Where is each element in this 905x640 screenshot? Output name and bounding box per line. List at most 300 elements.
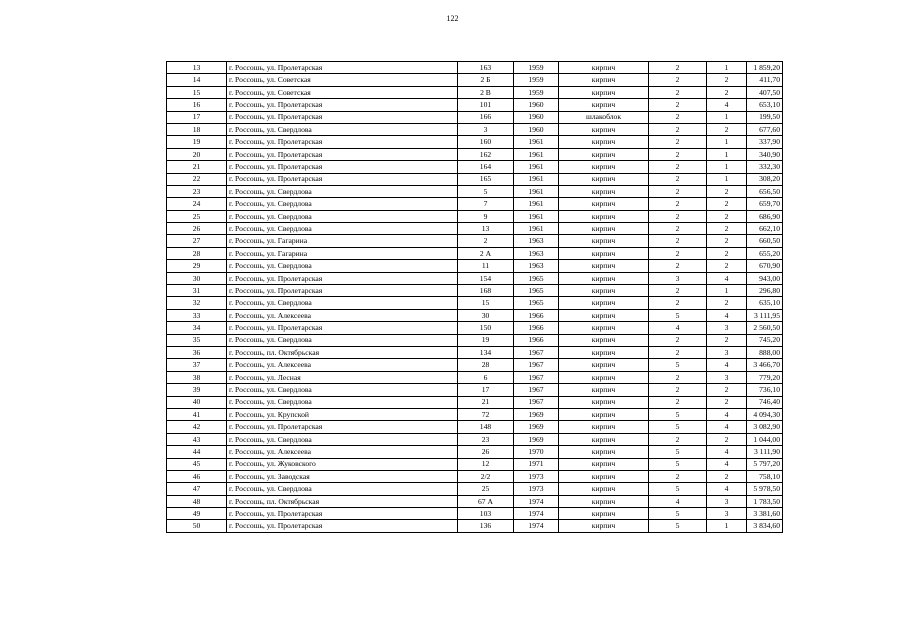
entrances-cell: 4 — [707, 421, 747, 433]
wall-material-cell: кирпич — [559, 483, 649, 495]
house-number-cell: 7 — [458, 198, 514, 210]
house-number-cell: 28 — [458, 359, 514, 371]
area-cell: 1 044,00 — [747, 433, 783, 445]
wall-material-cell: кирпич — [559, 359, 649, 371]
address-cell: г. Россошь, ул. Свердлова — [227, 384, 458, 396]
house-number-cell: 165 — [458, 173, 514, 185]
floors-cell: 5 — [649, 446, 707, 458]
floors-cell: 2 — [649, 260, 707, 272]
house-number-cell: 12 — [458, 458, 514, 470]
floors-cell: 3 — [649, 272, 707, 284]
wall-material-cell: кирпич — [559, 161, 649, 173]
year-built-cell: 1965 — [514, 297, 559, 309]
row-number-cell: 47 — [167, 483, 227, 495]
address-cell: г. Россошь, ул. Свердлова — [227, 297, 458, 309]
floors-cell: 2 — [649, 86, 707, 98]
table-row — [167, 210, 783, 222]
area-cell: 3 082,90 — [747, 421, 783, 433]
entrances-cell: 1 — [707, 173, 747, 185]
table-row — [167, 260, 783, 272]
table-row — [167, 371, 783, 383]
year-built-cell: 1960 — [514, 111, 559, 123]
table-row — [167, 421, 783, 433]
floors-cell: 2 — [649, 111, 707, 123]
wall-material-cell: кирпич — [559, 495, 649, 507]
area-cell: 659,70 — [747, 198, 783, 210]
entrances-cell: 2 — [707, 210, 747, 222]
row-number-cell: 17 — [167, 111, 227, 123]
row-number-cell: 37 — [167, 359, 227, 371]
entrances-cell: 2 — [707, 384, 747, 396]
entrances-cell: 2 — [707, 198, 747, 210]
table-row — [167, 470, 783, 482]
area-cell: 758,10 — [747, 470, 783, 482]
floors-cell: 5 — [649, 421, 707, 433]
area-cell: 660,50 — [747, 235, 783, 247]
house-number-cell: 11 — [458, 260, 514, 272]
wall-material-cell: кирпич — [559, 62, 649, 74]
year-built-cell: 1963 — [514, 235, 559, 247]
area-cell: 340,90 — [747, 148, 783, 160]
entrances-cell: 3 — [707, 371, 747, 383]
wall-material-cell: кирпич — [559, 235, 649, 247]
entrances-cell: 4 — [707, 408, 747, 420]
address-cell: г. Россошь, ул. Пролетарская — [227, 508, 458, 520]
area-cell: 407,50 — [747, 86, 783, 98]
house-number-cell: 5 — [458, 185, 514, 197]
entrances-cell: 2 — [707, 297, 747, 309]
wall-material-cell: кирпич — [559, 396, 649, 408]
address-cell: г. Россошь, ул. Пролетарская — [227, 520, 458, 532]
year-built-cell: 1961 — [514, 136, 559, 148]
area-cell: 779,20 — [747, 371, 783, 383]
entrances-cell: 1 — [707, 148, 747, 160]
floors-cell: 2 — [649, 384, 707, 396]
row-number-cell: 16 — [167, 99, 227, 111]
wall-material-cell: кирпич — [559, 285, 649, 297]
year-built-cell: 1961 — [514, 148, 559, 160]
area-cell: 943,00 — [747, 272, 783, 284]
wall-material-cell: кирпич — [559, 458, 649, 470]
year-built-cell: 1969 — [514, 408, 559, 420]
house-number-cell: 2 — [458, 235, 514, 247]
table-row — [167, 148, 783, 160]
year-built-cell: 1961 — [514, 161, 559, 173]
row-number-cell: 24 — [167, 198, 227, 210]
table-row — [167, 272, 783, 284]
table-row — [167, 322, 783, 334]
year-built-cell: 1959 — [514, 62, 559, 74]
entrances-cell: 2 — [707, 396, 747, 408]
floors-cell: 2 — [649, 285, 707, 297]
wall-material-cell: кирпич — [559, 322, 649, 334]
wall-material-cell: кирпич — [559, 433, 649, 445]
row-number-cell: 36 — [167, 346, 227, 358]
floors-cell: 5 — [649, 309, 707, 321]
year-built-cell: 1965 — [514, 272, 559, 284]
year-built-cell: 1967 — [514, 384, 559, 396]
year-built-cell: 1969 — [514, 421, 559, 433]
house-number-cell: 72 — [458, 408, 514, 420]
year-built-cell: 1961 — [514, 198, 559, 210]
row-number-cell: 31 — [167, 285, 227, 297]
floors-cell: 2 — [649, 235, 707, 247]
address-cell: г. Россошь, ул. Свердлова — [227, 260, 458, 272]
floors-cell: 2 — [649, 297, 707, 309]
year-built-cell: 1960 — [514, 123, 559, 135]
table-row — [167, 198, 783, 210]
floors-cell: 2 — [649, 396, 707, 408]
table-row — [167, 285, 783, 297]
house-number-cell: 160 — [458, 136, 514, 148]
address-cell: г. Россошь, ул. Алексеева — [227, 446, 458, 458]
row-number-cell: 23 — [167, 185, 227, 197]
address-cell: г. Россошь, ул. Свердлова — [227, 334, 458, 346]
address-cell: г. Россошь, ул. Свердлова — [227, 185, 458, 197]
entrances-cell: 1 — [707, 62, 747, 74]
area-cell: 655,20 — [747, 247, 783, 259]
entrances-cell: 4 — [707, 483, 747, 495]
table-row — [167, 446, 783, 458]
wall-material-cell: кирпич — [559, 384, 649, 396]
house-number-cell: 3 — [458, 123, 514, 135]
house-number-cell: 13 — [458, 223, 514, 235]
wall-material-cell: кирпич — [559, 148, 649, 160]
year-built-cell: 1961 — [514, 185, 559, 197]
year-built-cell: 1973 — [514, 470, 559, 482]
row-number-cell: 26 — [167, 223, 227, 235]
floors-cell: 2 — [649, 136, 707, 148]
table-row — [167, 508, 783, 520]
house-number-cell: 67 А — [458, 495, 514, 507]
address-cell: г. Россошь, ул. Жуковского — [227, 458, 458, 470]
row-number-cell: 29 — [167, 260, 227, 272]
floors-cell: 5 — [649, 359, 707, 371]
house-number-cell: 162 — [458, 148, 514, 160]
address-cell: г. Россошь, ул. Пролетарская — [227, 272, 458, 284]
house-number-cell: 30 — [458, 309, 514, 321]
table-row — [167, 247, 783, 259]
row-number-cell: 40 — [167, 396, 227, 408]
address-cell: г. Россошь, ул. Крупской — [227, 408, 458, 420]
house-number-cell: 19 — [458, 334, 514, 346]
row-number-cell: 39 — [167, 384, 227, 396]
table-row — [167, 173, 783, 185]
row-number-cell: 21 — [167, 161, 227, 173]
area-cell: 199,50 — [747, 111, 783, 123]
address-cell: г. Россошь, ул. Свердлова — [227, 433, 458, 445]
area-cell: 2 560,50 — [747, 322, 783, 334]
floors-cell: 5 — [649, 483, 707, 495]
address-cell: г. Россошь, ул. Свердлова — [227, 198, 458, 210]
address-cell: г. Россошь, ул. Заводская — [227, 470, 458, 482]
entrances-cell: 1 — [707, 520, 747, 532]
floors-cell: 2 — [649, 334, 707, 346]
year-built-cell: 1963 — [514, 247, 559, 259]
house-number-cell: 154 — [458, 272, 514, 284]
wall-material-cell: кирпич — [559, 508, 649, 520]
year-built-cell: 1959 — [514, 74, 559, 86]
wall-material-cell: кирпич — [559, 260, 649, 272]
house-number-cell: 9 — [458, 210, 514, 222]
entrances-cell: 2 — [707, 433, 747, 445]
wall-material-cell: кирпич — [559, 223, 649, 235]
area-cell: 662,10 — [747, 223, 783, 235]
row-number-cell: 20 — [167, 148, 227, 160]
wall-material-cell: кирпич — [559, 99, 649, 111]
wall-material-cell: кирпич — [559, 346, 649, 358]
entrances-cell: 2 — [707, 235, 747, 247]
floors-cell: 2 — [649, 346, 707, 358]
row-number-cell: 22 — [167, 173, 227, 185]
floors-cell: 2 — [649, 161, 707, 173]
table-row — [167, 396, 783, 408]
wall-material-cell: кирпич — [559, 247, 649, 259]
wall-material-cell: кирпич — [559, 470, 649, 482]
floors-cell: 4 — [649, 495, 707, 507]
entrances-cell: 2 — [707, 334, 747, 346]
entrances-cell: 2 — [707, 260, 747, 272]
row-number-cell: 27 — [167, 235, 227, 247]
row-number-cell: 41 — [167, 408, 227, 420]
address-cell: г. Россошь, ул. Пролетарская — [227, 62, 458, 74]
table-row — [167, 123, 783, 135]
table-row — [167, 223, 783, 235]
area-cell: 653,10 — [747, 99, 783, 111]
area-cell: 337,90 — [747, 136, 783, 148]
address-cell: г. Россошь, ул. Пролетарская — [227, 161, 458, 173]
wall-material-cell: кирпич — [559, 272, 649, 284]
area-cell: 746,40 — [747, 396, 783, 408]
area-cell: 888,00 — [747, 346, 783, 358]
year-built-cell: 1965 — [514, 285, 559, 297]
table-row — [167, 359, 783, 371]
year-built-cell: 1974 — [514, 495, 559, 507]
floors-cell: 2 — [649, 223, 707, 235]
table-row — [167, 483, 783, 495]
house-number-cell: 168 — [458, 285, 514, 297]
table-row — [167, 297, 783, 309]
wall-material-cell: кирпич — [559, 446, 649, 458]
address-cell: г. Россошь, ул. Советская — [227, 86, 458, 98]
floors-cell: 2 — [649, 247, 707, 259]
entrances-cell: 1 — [707, 285, 747, 297]
table-row — [167, 99, 783, 111]
table-row — [167, 161, 783, 173]
housing-registry-table — [166, 61, 783, 533]
floors-cell: 2 — [649, 62, 707, 74]
wall-material-cell: кирпич — [559, 86, 649, 98]
area-cell: 1 859,20 — [747, 62, 783, 74]
wall-material-cell: кирпич — [559, 297, 649, 309]
entrances-cell: 2 — [707, 185, 747, 197]
entrances-cell: 4 — [707, 446, 747, 458]
address-cell: г. Россошь, ул. Свердлова — [227, 223, 458, 235]
year-built-cell: 1961 — [514, 173, 559, 185]
row-number-cell: 50 — [167, 520, 227, 532]
area-cell: 635,10 — [747, 297, 783, 309]
row-number-cell: 19 — [167, 136, 227, 148]
year-built-cell: 1974 — [514, 520, 559, 532]
table-row — [167, 111, 783, 123]
table-row — [167, 235, 783, 247]
house-number-cell: 134 — [458, 346, 514, 358]
wall-material-cell: кирпич — [559, 421, 649, 433]
house-number-cell: 163 — [458, 62, 514, 74]
floors-cell: 2 — [649, 198, 707, 210]
house-number-cell: 2 Б — [458, 74, 514, 86]
floors-cell: 5 — [649, 508, 707, 520]
floors-cell: 2 — [649, 74, 707, 86]
house-number-cell: 166 — [458, 111, 514, 123]
address-cell: г. Россошь, ул. Гагарина — [227, 235, 458, 247]
row-number-cell: 32 — [167, 297, 227, 309]
wall-material-cell: шлакоблок — [559, 111, 649, 123]
row-number-cell: 34 — [167, 322, 227, 334]
floors-cell: 2 — [649, 173, 707, 185]
table-row — [167, 309, 783, 321]
row-number-cell: 35 — [167, 334, 227, 346]
floors-cell: 2 — [649, 123, 707, 135]
table-row — [167, 458, 783, 470]
year-built-cell: 1966 — [514, 322, 559, 334]
house-number-cell: 15 — [458, 297, 514, 309]
table-row — [167, 185, 783, 197]
row-number-cell: 28 — [167, 247, 227, 259]
wall-material-cell: кирпич — [559, 210, 649, 222]
table-body — [167, 62, 783, 533]
address-cell: г. Россошь, ул. Пролетарская — [227, 148, 458, 160]
entrances-cell: 2 — [707, 74, 747, 86]
area-cell: 656,50 — [747, 185, 783, 197]
floors-cell: 2 — [649, 210, 707, 222]
area-cell: 3 834,60 — [747, 520, 783, 532]
area-cell: 745,20 — [747, 334, 783, 346]
year-built-cell: 1967 — [514, 371, 559, 383]
year-built-cell: 1961 — [514, 210, 559, 222]
row-number-cell: 13 — [167, 62, 227, 74]
house-number-cell: 2 В — [458, 86, 514, 98]
area-cell: 411,70 — [747, 74, 783, 86]
row-number-cell: 25 — [167, 210, 227, 222]
address-cell: г. Россошь, ул. Пролетарская — [227, 173, 458, 185]
floors-cell: 5 — [649, 458, 707, 470]
row-number-cell: 15 — [167, 86, 227, 98]
row-number-cell: 49 — [167, 508, 227, 520]
entrances-cell: 4 — [707, 309, 747, 321]
address-cell: г. Россошь, ул. Пролетарская — [227, 99, 458, 111]
address-cell: г. Россошь, пл. Октябрьская — [227, 495, 458, 507]
entrances-cell: 3 — [707, 495, 747, 507]
house-number-cell: 2 А — [458, 247, 514, 259]
entrances-cell: 2 — [707, 247, 747, 259]
row-number-cell: 48 — [167, 495, 227, 507]
table-row — [167, 520, 783, 532]
area-cell: 3 111,90 — [747, 446, 783, 458]
house-number-cell: 2/2 — [458, 470, 514, 482]
house-number-cell: 150 — [458, 322, 514, 334]
wall-material-cell: кирпич — [559, 74, 649, 86]
house-number-cell: 136 — [458, 520, 514, 532]
year-built-cell: 1959 — [514, 86, 559, 98]
table-row — [167, 334, 783, 346]
row-number-cell: 46 — [167, 470, 227, 482]
area-cell: 5 797,20 — [747, 458, 783, 470]
year-built-cell: 1961 — [514, 223, 559, 235]
row-number-cell: 43 — [167, 433, 227, 445]
house-number-cell: 26 — [458, 446, 514, 458]
area-cell: 686,90 — [747, 210, 783, 222]
floors-cell: 5 — [649, 408, 707, 420]
year-built-cell: 1973 — [514, 483, 559, 495]
house-number-cell: 101 — [458, 99, 514, 111]
wall-material-cell: кирпич — [559, 520, 649, 532]
house-number-cell: 164 — [458, 161, 514, 173]
year-built-cell: 1966 — [514, 334, 559, 346]
area-cell: 1 783,50 — [747, 495, 783, 507]
floors-cell: 2 — [649, 371, 707, 383]
floors-cell: 2 — [649, 148, 707, 160]
row-number-cell: 45 — [167, 458, 227, 470]
address-cell: г. Россошь, ул. Свердлова — [227, 483, 458, 495]
address-cell: г. Россошь, ул. Пролетарская — [227, 322, 458, 334]
entrances-cell: 4 — [707, 359, 747, 371]
row-number-cell: 30 — [167, 272, 227, 284]
address-cell: г. Россошь, ул. Свердлова — [227, 210, 458, 222]
area-cell: 3 466,70 — [747, 359, 783, 371]
area-cell: 670,90 — [747, 260, 783, 272]
entrances-cell: 4 — [707, 458, 747, 470]
area-cell: 736,10 — [747, 384, 783, 396]
year-built-cell: 1966 — [514, 309, 559, 321]
floors-cell: 2 — [649, 470, 707, 482]
entrances-cell: 3 — [707, 508, 747, 520]
entrances-cell: 4 — [707, 272, 747, 284]
entrances-cell: 2 — [707, 123, 747, 135]
wall-material-cell: кирпич — [559, 136, 649, 148]
table-row — [167, 384, 783, 396]
house-number-cell: 23 — [458, 433, 514, 445]
entrances-cell: 3 — [707, 346, 747, 358]
year-built-cell: 1967 — [514, 396, 559, 408]
table-row — [167, 74, 783, 86]
entrances-cell: 3 — [707, 322, 747, 334]
area-cell: 677,60 — [747, 123, 783, 135]
year-built-cell: 1967 — [514, 346, 559, 358]
address-cell: г. Россошь, ул. Свердлова — [227, 123, 458, 135]
year-built-cell: 1960 — [514, 99, 559, 111]
row-number-cell: 44 — [167, 446, 227, 458]
address-cell: г. Россошь, пл. Октябрьская — [227, 346, 458, 358]
area-cell: 308,20 — [747, 173, 783, 185]
house-number-cell: 103 — [458, 508, 514, 520]
wall-material-cell: кирпич — [559, 309, 649, 321]
row-number-cell: 42 — [167, 421, 227, 433]
table-row — [167, 408, 783, 420]
wall-material-cell: кирпич — [559, 123, 649, 135]
address-cell: г. Россошь, ул. Пролетарская — [227, 136, 458, 148]
floors-cell: 2 — [649, 433, 707, 445]
table-row — [167, 346, 783, 358]
floors-cell: 5 — [649, 520, 707, 532]
address-cell: г. Россошь, ул. Гагарина — [227, 247, 458, 259]
address-cell: г. Россошь, ул. Пролетарская — [227, 285, 458, 297]
year-built-cell: 1974 — [514, 508, 559, 520]
row-number-cell: 18 — [167, 123, 227, 135]
address-cell: г. Россошь, ул. Лесная — [227, 371, 458, 383]
entrances-cell: 4 — [707, 99, 747, 111]
house-number-cell: 6 — [458, 371, 514, 383]
